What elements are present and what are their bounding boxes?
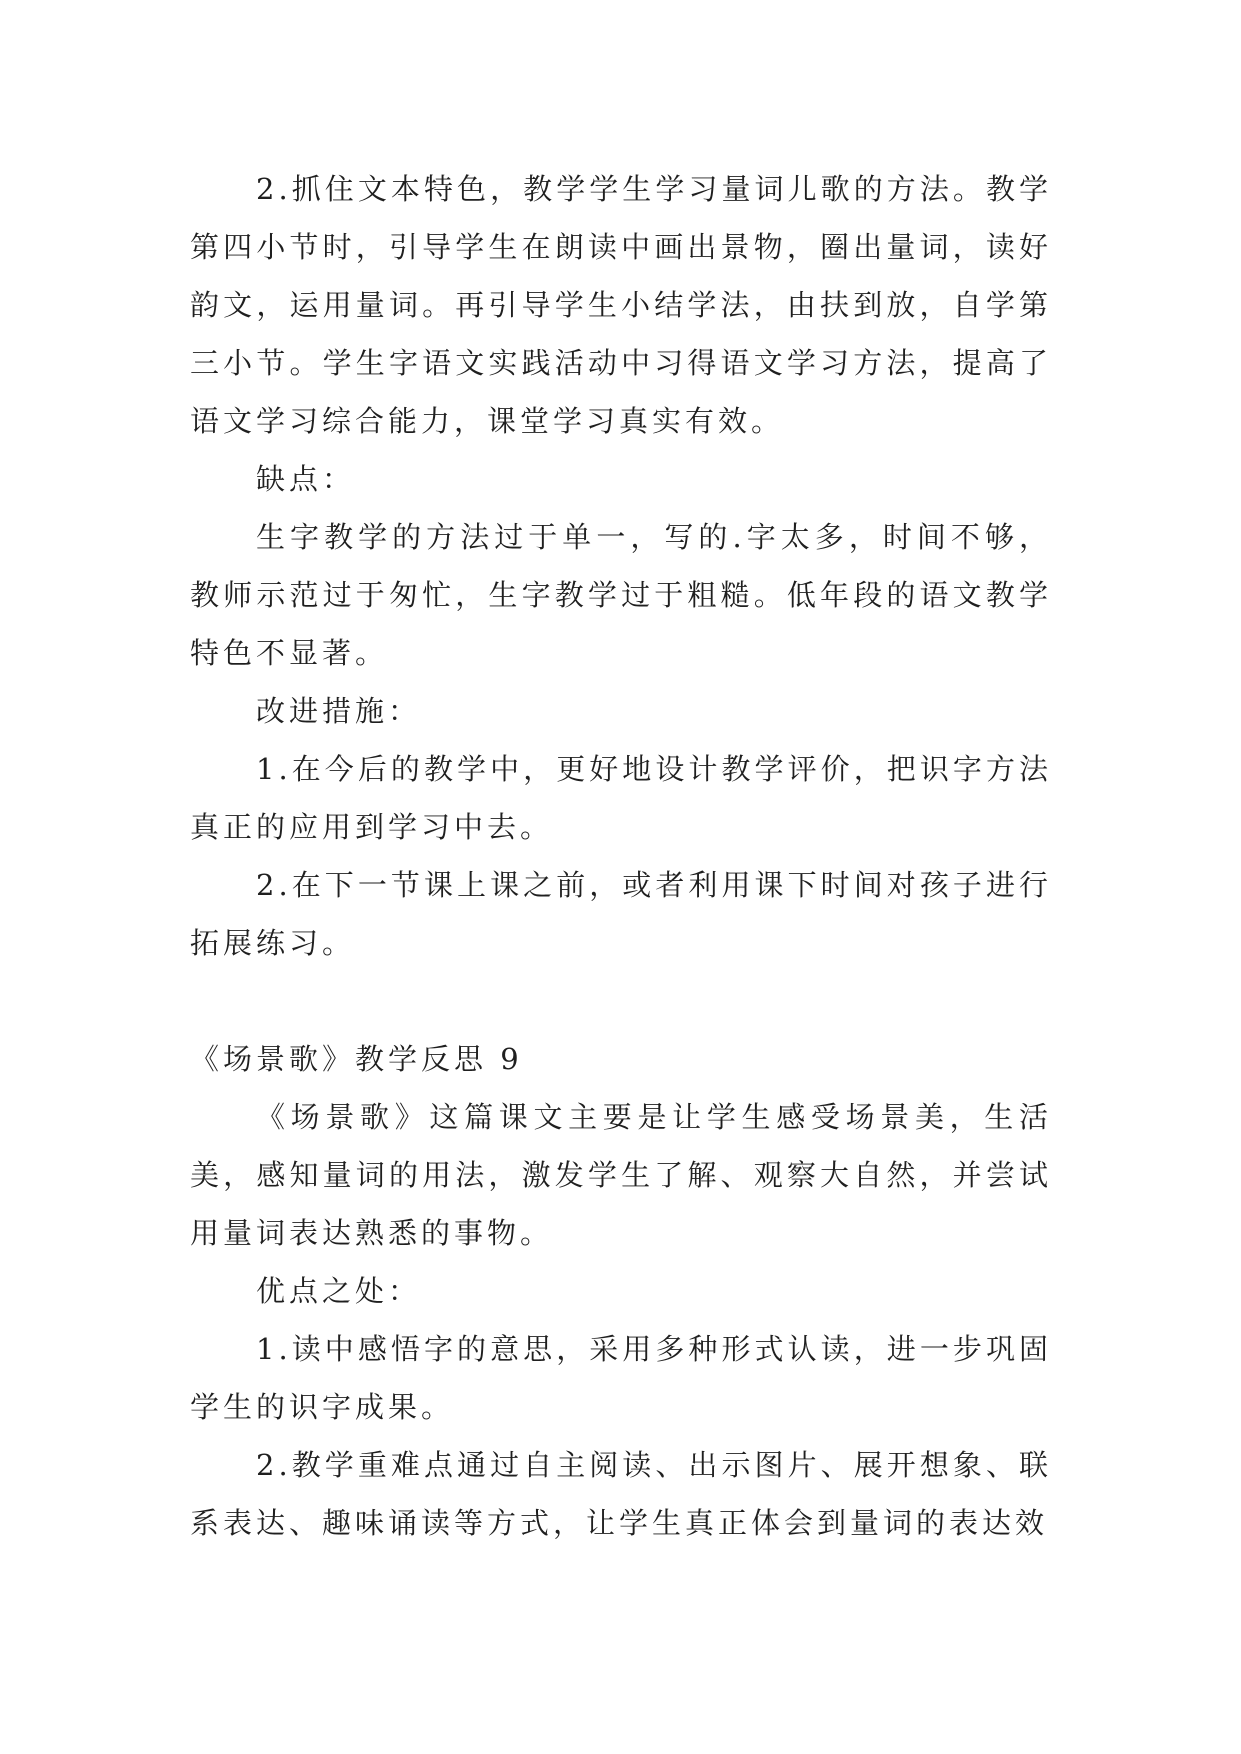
heading-improvements: 改进措施： bbox=[256, 694, 422, 728]
heading-strengths: 优点之处： bbox=[256, 1274, 422, 1308]
paragraph-improvement-2: 2.在下一节课上课之前，或者利用课下时间对孩子进行拓展练习。 bbox=[190, 868, 1052, 960]
paragraph-shortcomings: 生字教学的方法过于单一，写的.字太多，时间不够，教师示范过于匆忙，生字教学过于粗糙。低年段的语文教学特色不显著。 bbox=[190, 520, 1052, 670]
paragraph-intro: 《场景歌》这篇课文主要是让学生感受场景美，生活美，感知量词的用法，激发学生了解、观察大自然，并尝试用量词表达熟悉的事物。 bbox=[190, 1100, 1052, 1250]
paragraph-strength-1: 1.读中感悟字的意思，采用多种形式认读，进一步巩固学生的识字成果。 bbox=[190, 1332, 1052, 1424]
paragraph-method: 2.抓住文本特色，教学学生学习量词儿歌的方法。教学第四小节时，引导学生在朗读中画出景物，圈出量词，读好韵文，运用量词。再引导学生小结学法，由扶到放，自学第三小节。学生字语文实践活动中习得语文学习方法，提高了语文学习综合能力，课堂学习真实有效。 bbox=[190, 172, 1052, 438]
section-title: 《场景歌》教学反思 9 bbox=[190, 1042, 523, 1076]
document-body bbox=[190, 160, 1052, 1552]
heading-shortcomings: 缺点： bbox=[256, 462, 356, 496]
paragraph-improvement-1: 1.在今后的教学中，更好地设计教学评价，把识字方法真正的应用到学习中去。 bbox=[190, 752, 1052, 844]
paragraph-strength-2: 2.教学重难点通过自主阅读、出示图片、展开想象、联系表达、趣味诵读等方式，让学生真正体会到量词的表达效 bbox=[190, 1448, 1052, 1540]
